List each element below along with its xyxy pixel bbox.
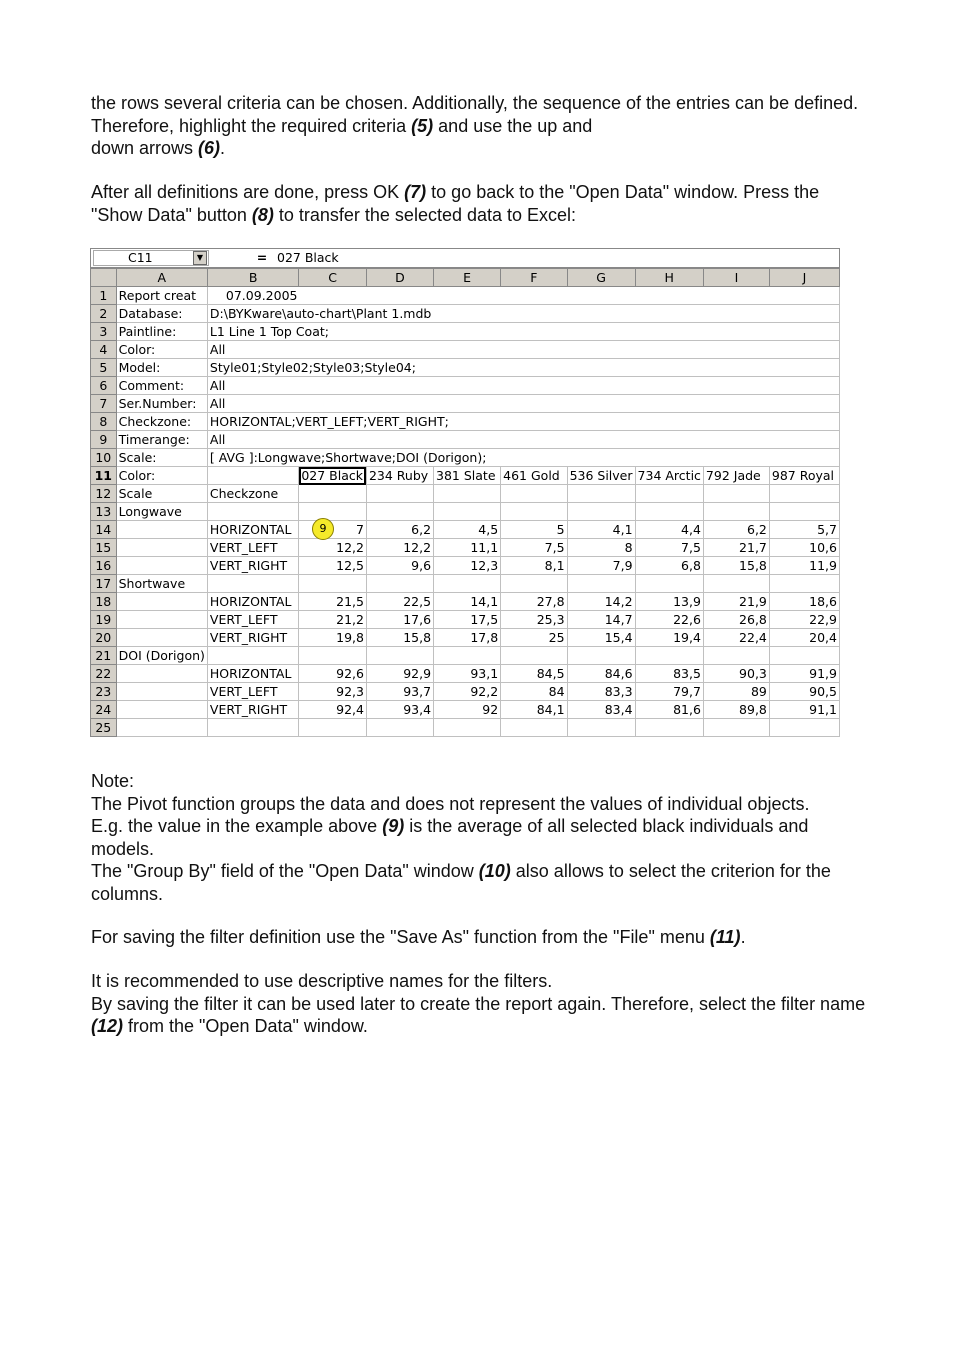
cell[interactable]: 92,2 xyxy=(434,683,501,701)
cell[interactable]: 9,6 xyxy=(366,557,433,575)
table-row xyxy=(91,305,840,323)
cell[interactable]: 21,7 xyxy=(703,539,769,557)
column-header[interactable]: H xyxy=(635,269,703,287)
cell[interactable]: VERT_RIGHT xyxy=(207,629,298,647)
cell[interactable]: 4,4 xyxy=(635,521,703,539)
row-header[interactable]: 3 xyxy=(91,323,117,341)
row-header[interactable]: 24 xyxy=(91,701,117,719)
table-row xyxy=(91,323,840,341)
text-line: It is recommended to use descriptive names for the filters. xyxy=(91,971,553,991)
cell[interactable] xyxy=(501,719,567,737)
cell[interactable]: 12,3 xyxy=(434,557,501,575)
cell[interactable]: 13,9 xyxy=(635,593,703,611)
cell[interactable]: 92 xyxy=(434,701,501,719)
text: the rows several criteria can be chosen. Additionally, the sequence of the entries can be defined. Therefore, highlight the required criteria xyxy=(91,93,859,136)
cell[interactable]: 07.09.2005 xyxy=(207,287,839,305)
cell[interactable] xyxy=(434,503,501,521)
row-header[interactable]: 13 xyxy=(91,503,117,521)
note-line xyxy=(91,860,871,905)
note-section xyxy=(91,770,871,905)
ref-10: (10) xyxy=(478,861,511,881)
cell[interactable]: 90,3 xyxy=(703,665,769,683)
cell[interactable] xyxy=(501,503,567,521)
cell[interactable] xyxy=(366,503,433,521)
text-line xyxy=(91,993,871,1038)
cell[interactable]: 6,2 xyxy=(366,521,433,539)
cell[interactable]: Timerange: xyxy=(116,431,207,449)
cell[interactable]: 7 xyxy=(299,521,367,539)
table-row xyxy=(91,647,840,665)
cell[interactable]: 6,2 xyxy=(703,521,769,539)
cell[interactable] xyxy=(769,485,839,503)
cell[interactable]: 89,8 xyxy=(703,701,769,719)
cell[interactable]: 92,4 xyxy=(299,701,367,719)
cell[interactable] xyxy=(299,503,367,521)
cell[interactable]: 83,4 xyxy=(567,701,635,719)
row-header[interactable]: 7 xyxy=(91,395,117,413)
cell[interactable]: 81,6 xyxy=(635,701,703,719)
cell[interactable] xyxy=(207,719,298,737)
cell[interactable]: 15,4 xyxy=(567,629,635,647)
cell[interactable]: 5,7 xyxy=(769,521,839,539)
cell[interactable]: All xyxy=(207,395,839,413)
cell[interactable]: 17,6 xyxy=(366,611,433,629)
cell[interactable] xyxy=(299,719,367,737)
paragraph-filter-names xyxy=(91,970,871,1038)
equals-sign: = xyxy=(256,250,268,265)
row-header[interactable]: 14 xyxy=(91,521,117,539)
text: to transfer the selected data to Excel: xyxy=(273,204,577,225)
cell[interactable]: 19,4 xyxy=(635,629,703,647)
row-header[interactable]: 15 xyxy=(91,539,117,557)
text: to go back to the "Open Data" window. Press the "Show Data" button xyxy=(91,182,820,225)
cell[interactable] xyxy=(635,719,703,737)
formula-value[interactable]: 027 Black xyxy=(277,250,339,265)
cell[interactable]: HORIZONTAL xyxy=(207,593,298,611)
chevron-down-icon[interactable]: ▼ xyxy=(193,251,207,265)
cell[interactable]: All xyxy=(207,431,839,449)
cell[interactable]: 20,4 xyxy=(769,629,839,647)
paragraph-criteria xyxy=(91,92,871,160)
cell[interactable] xyxy=(635,575,703,593)
cell[interactable]: 89 xyxy=(703,683,769,701)
cell[interactable] xyxy=(366,647,433,665)
cell[interactable]: 12,2 xyxy=(366,539,433,557)
cell[interactable] xyxy=(635,485,703,503)
cell[interactable]: 8 xyxy=(567,539,635,557)
cell[interactable] xyxy=(567,719,635,737)
cell[interactable]: 92,6 xyxy=(299,665,367,683)
row-header[interactable]: 10 xyxy=(91,449,117,467)
text: . xyxy=(220,138,226,158)
cell[interactable]: 4,5 xyxy=(434,521,501,539)
cell[interactable] xyxy=(434,647,501,665)
cell[interactable]: Longwave xyxy=(116,503,207,521)
cell[interactable] xyxy=(116,683,207,701)
cell[interactable]: 91,9 xyxy=(769,665,839,683)
table-row xyxy=(91,557,840,575)
cell[interactable]: Comment: xyxy=(116,377,207,395)
cell[interactable]: 4,1 xyxy=(567,521,635,539)
cell[interactable]: Report creat xyxy=(116,287,207,305)
cell[interactable]: HORIZONTAL;VERT_LEFT;VERT_RIGHT; xyxy=(207,413,839,431)
text: The "Group By" field of the "Open Data" window xyxy=(91,861,479,881)
ref-8: (8) xyxy=(251,204,274,225)
table-row xyxy=(91,521,840,539)
table-row xyxy=(91,611,840,629)
cell[interactable]: 381 Slate xyxy=(434,467,501,485)
cell[interactable] xyxy=(501,485,567,503)
cell[interactable]: 93,1 xyxy=(434,665,501,683)
table-row xyxy=(91,719,840,737)
cell[interactable] xyxy=(501,647,567,665)
cell[interactable]: 83,5 xyxy=(635,665,703,683)
table-row xyxy=(91,287,840,305)
cell[interactable]: 79,7 xyxy=(635,683,703,701)
cell[interactable]: 987 Royal xyxy=(769,467,839,485)
row-header[interactable]: 5 xyxy=(91,359,117,377)
cell[interactable]: 6,8 xyxy=(635,557,703,575)
column-header[interactable]: I xyxy=(703,269,769,287)
cell[interactable]: Scale xyxy=(116,485,207,503)
row-header[interactable]: 9 xyxy=(91,431,117,449)
cell[interactable]: L1 Line 1 Top Coat; xyxy=(207,323,839,341)
cell[interactable]: 18,6 xyxy=(769,593,839,611)
table-row xyxy=(91,431,840,449)
cell[interactable]: 22,9 xyxy=(769,611,839,629)
cell[interactable]: 536 Silver xyxy=(567,467,635,485)
row-header[interactable]: 25 xyxy=(91,719,117,737)
text: . xyxy=(740,927,746,947)
note-line xyxy=(91,815,871,860)
cell[interactable]: 84,5 xyxy=(501,665,567,683)
cell[interactable]: 14,2 xyxy=(567,593,635,611)
row-header[interactable]: 12 xyxy=(91,485,117,503)
cell[interactable]: 22,4 xyxy=(703,629,769,647)
cell[interactable]: Scale: xyxy=(116,449,207,467)
row-header[interactable]: 11 xyxy=(91,467,117,485)
cell[interactable] xyxy=(635,647,703,665)
cell[interactable]: VERT_LEFT xyxy=(207,683,298,701)
cell[interactable] xyxy=(703,719,769,737)
cell[interactable]: All xyxy=(207,341,839,359)
cell[interactable]: 25,3 xyxy=(501,611,567,629)
cell[interactable]: 84 xyxy=(501,683,567,701)
table-row xyxy=(91,539,840,557)
cell[interactable]: 12,2 xyxy=(299,539,367,557)
ref-11: (11) xyxy=(709,927,741,947)
formula-bar xyxy=(90,248,840,268)
cell[interactable]: 7,5 xyxy=(501,539,567,557)
cell[interactable] xyxy=(769,575,839,593)
cell[interactable]: 21,5 xyxy=(299,593,367,611)
cell[interactable] xyxy=(116,701,207,719)
cell[interactable] xyxy=(501,575,567,593)
table-row xyxy=(91,413,840,431)
text: By saving the filter it can be used later to create the report again. Therefore, select the filter name xyxy=(91,993,866,1014)
text: For saving the filter definition use the "Save As" function from the "File" menu xyxy=(91,927,710,947)
column-header[interactable]: E xyxy=(434,269,501,287)
table-row xyxy=(91,395,840,413)
table-row xyxy=(91,701,840,719)
cell[interactable]: 17,8 xyxy=(434,629,501,647)
ref-7: (7) xyxy=(404,182,427,202)
table-row xyxy=(91,665,840,683)
row-header[interactable]: 18 xyxy=(91,593,117,611)
cell[interactable] xyxy=(434,575,501,593)
cell[interactable]: 25 xyxy=(501,629,567,647)
cell[interactable] xyxy=(116,665,207,683)
cell[interactable]: 792 Jade xyxy=(703,467,769,485)
row-header[interactable]: 17 xyxy=(91,575,117,593)
cell[interactable] xyxy=(703,575,769,593)
table-row xyxy=(91,593,840,611)
cell[interactable]: 21,9 xyxy=(703,593,769,611)
cell[interactable]: VERT_LEFT xyxy=(207,539,298,557)
cell[interactable]: 26,8 xyxy=(703,611,769,629)
cell[interactable]: 14,7 xyxy=(567,611,635,629)
spreadsheet-grid xyxy=(90,268,840,737)
column-header[interactable]: A xyxy=(116,269,207,287)
cell[interactable]: 17,5 xyxy=(434,611,501,629)
cell[interactable] xyxy=(207,575,298,593)
cell[interactable] xyxy=(207,647,298,665)
excel-screenshot xyxy=(90,248,840,749)
cell[interactable] xyxy=(567,575,635,593)
text: down arrows xyxy=(91,138,199,158)
ref-12: (12) xyxy=(91,1016,124,1036)
cell[interactable] xyxy=(116,629,207,647)
cell[interactable]: 5 xyxy=(501,521,567,539)
cell[interactable]: 93,7 xyxy=(366,683,433,701)
cell[interactable]: HORIZONTAL xyxy=(207,521,298,539)
callout-marker: 9 xyxy=(312,518,334,540)
column-header[interactable]: G xyxy=(567,269,635,287)
cell[interactable] xyxy=(116,539,207,557)
ref-5: (5) xyxy=(411,115,434,136)
cell[interactable]: 15,8 xyxy=(366,629,433,647)
cell[interactable] xyxy=(116,719,207,737)
cell[interactable]: All xyxy=(207,377,839,395)
text: After all definitions are done, press OK xyxy=(91,182,405,202)
table-row xyxy=(91,503,840,521)
cell[interactable]: 027 Black xyxy=(299,467,367,485)
cell[interactable] xyxy=(434,719,501,737)
cell[interactable] xyxy=(207,503,298,521)
cell[interactable]: 84,6 xyxy=(567,665,635,683)
column-header-row xyxy=(91,269,840,287)
cell[interactable] xyxy=(299,575,367,593)
cell[interactable] xyxy=(635,503,703,521)
cell[interactable]: 27,8 xyxy=(501,593,567,611)
cell[interactable]: D:\BYKware\auto-chart\Plant 1.mdb xyxy=(207,305,839,323)
cell[interactable] xyxy=(116,593,207,611)
cell[interactable]: HORIZONTAL xyxy=(207,665,298,683)
cell[interactable] xyxy=(703,503,769,521)
table-row xyxy=(91,341,840,359)
ref-6: (6) xyxy=(198,138,221,158)
cell[interactable]: Shortwave xyxy=(116,575,207,593)
cell[interactable] xyxy=(769,647,839,665)
cell[interactable] xyxy=(567,503,635,521)
cell[interactable]: VERT_RIGHT xyxy=(207,701,298,719)
cell[interactable]: 92,9 xyxy=(366,665,433,683)
cell[interactable]: 11,1 xyxy=(434,539,501,557)
cell[interactable] xyxy=(207,467,298,485)
table-row xyxy=(91,683,840,701)
paragraph-save-as xyxy=(91,926,871,949)
table-row xyxy=(91,377,840,395)
cell[interactable] xyxy=(769,719,839,737)
table-row xyxy=(91,467,840,485)
cell[interactable]: 15,8 xyxy=(703,557,769,575)
cell[interactable]: 90,5 xyxy=(769,683,839,701)
text: and use the up and xyxy=(433,115,593,136)
column-header[interactable]: B xyxy=(207,269,298,287)
table-row xyxy=(91,629,840,647)
row-header[interactable]: 6 xyxy=(91,377,117,395)
cell[interactable]: Paintline: xyxy=(116,323,207,341)
cell[interactable]: 21,2 xyxy=(299,611,367,629)
row-header[interactable]: 4 xyxy=(91,341,117,359)
cell[interactable]: 22,5 xyxy=(366,593,433,611)
cell[interactable] xyxy=(366,719,433,737)
cell[interactable] xyxy=(299,647,367,665)
cell[interactable] xyxy=(567,647,635,665)
cell[interactable] xyxy=(116,521,207,539)
cell[interactable]: 11,9 xyxy=(769,557,839,575)
paragraph-show-data xyxy=(91,181,871,226)
cell[interactable]: 19,8 xyxy=(299,629,367,647)
table-row xyxy=(91,575,840,593)
cell[interactable] xyxy=(703,485,769,503)
note-heading: Note: xyxy=(91,771,135,791)
cell[interactable]: 22,6 xyxy=(635,611,703,629)
row-header[interactable]: 8 xyxy=(91,413,117,431)
cell[interactable]: Ser.Number: xyxy=(116,395,207,413)
cell[interactable]: 14,1 xyxy=(434,593,501,611)
cell[interactable]: Model: xyxy=(116,359,207,377)
text: from the "Open Data" window. xyxy=(123,1016,368,1036)
column-header[interactable]: F xyxy=(501,269,567,287)
cell[interactable]: DOI (Dorigon) xyxy=(116,647,207,665)
table-row xyxy=(91,359,840,377)
column-header[interactable]: J xyxy=(769,269,839,287)
row-header[interactable]: 2 xyxy=(91,305,117,323)
cell[interactable]: Style01;Style02;Style03;Style04; xyxy=(207,359,839,377)
row-header[interactable]: 21 xyxy=(91,647,117,665)
column-header[interactable]: C xyxy=(299,269,367,287)
table-row xyxy=(91,449,840,467)
cell[interactable] xyxy=(567,485,635,503)
cell[interactable]: 91,1 xyxy=(769,701,839,719)
cell[interactable] xyxy=(434,485,501,503)
column-header[interactable]: D xyxy=(366,269,433,287)
cell[interactable] xyxy=(366,575,433,593)
cell[interactable] xyxy=(366,485,433,503)
cell[interactable]: 734 Arctic xyxy=(635,467,703,485)
cell[interactable]: VERT_LEFT xyxy=(207,611,298,629)
cell[interactable]: 92,3 xyxy=(299,683,367,701)
row-header[interactable]: 20 xyxy=(91,629,117,647)
cell[interactable] xyxy=(299,485,367,503)
row-header[interactable]: 22 xyxy=(91,665,117,683)
cell[interactable] xyxy=(116,557,207,575)
text: also allows to select the criterion for the columns. xyxy=(91,861,831,904)
cell[interactable]: 84,1 xyxy=(501,701,567,719)
cell[interactable]: 461 Gold xyxy=(501,467,567,485)
table-row xyxy=(91,485,840,503)
cell[interactable]: 83,3 xyxy=(567,683,635,701)
cell[interactable] xyxy=(116,611,207,629)
cell[interactable]: 7,9 xyxy=(567,557,635,575)
text: is the average of all selected black individuals and models. xyxy=(91,816,809,859)
cell[interactable] xyxy=(703,647,769,665)
cell[interactable]: 10,6 xyxy=(769,539,839,557)
cell[interactable]: 93,4 xyxy=(366,701,433,719)
cell[interactable]: VERT_RIGHT xyxy=(207,557,298,575)
cell[interactable]: Color: xyxy=(116,341,207,359)
ref-9: (9) xyxy=(382,816,405,836)
name-box[interactable]: C11 xyxy=(93,250,209,266)
cell[interactable]: 7,5 xyxy=(635,539,703,557)
select-all-corner[interactable] xyxy=(91,269,117,287)
cell[interactable]: Color: xyxy=(116,467,207,485)
row-header[interactable]: 16 xyxy=(91,557,117,575)
cell[interactable]: Checkzone: xyxy=(116,413,207,431)
cell[interactable]: 12,5 xyxy=(299,557,367,575)
cell[interactable]: 234 Ruby xyxy=(366,467,433,485)
cell[interactable]: Checkzone xyxy=(207,485,298,503)
text: E.g. the value in the example above xyxy=(91,816,383,836)
row-header[interactable]: 1 xyxy=(91,287,117,305)
row-header[interactable]: 23 xyxy=(91,683,117,701)
row-header[interactable]: 19 xyxy=(91,611,117,629)
cell[interactable] xyxy=(769,503,839,521)
cell[interactable]: 8,1 xyxy=(501,557,567,575)
cell[interactable]: [ AVG ]:Longwave;Shortwave;DOI (Dorigon); xyxy=(207,449,839,467)
cell[interactable]: Database: xyxy=(116,305,207,323)
note-line: The Pivot function groups the data and does not represent the values of individual objects. xyxy=(91,793,810,814)
